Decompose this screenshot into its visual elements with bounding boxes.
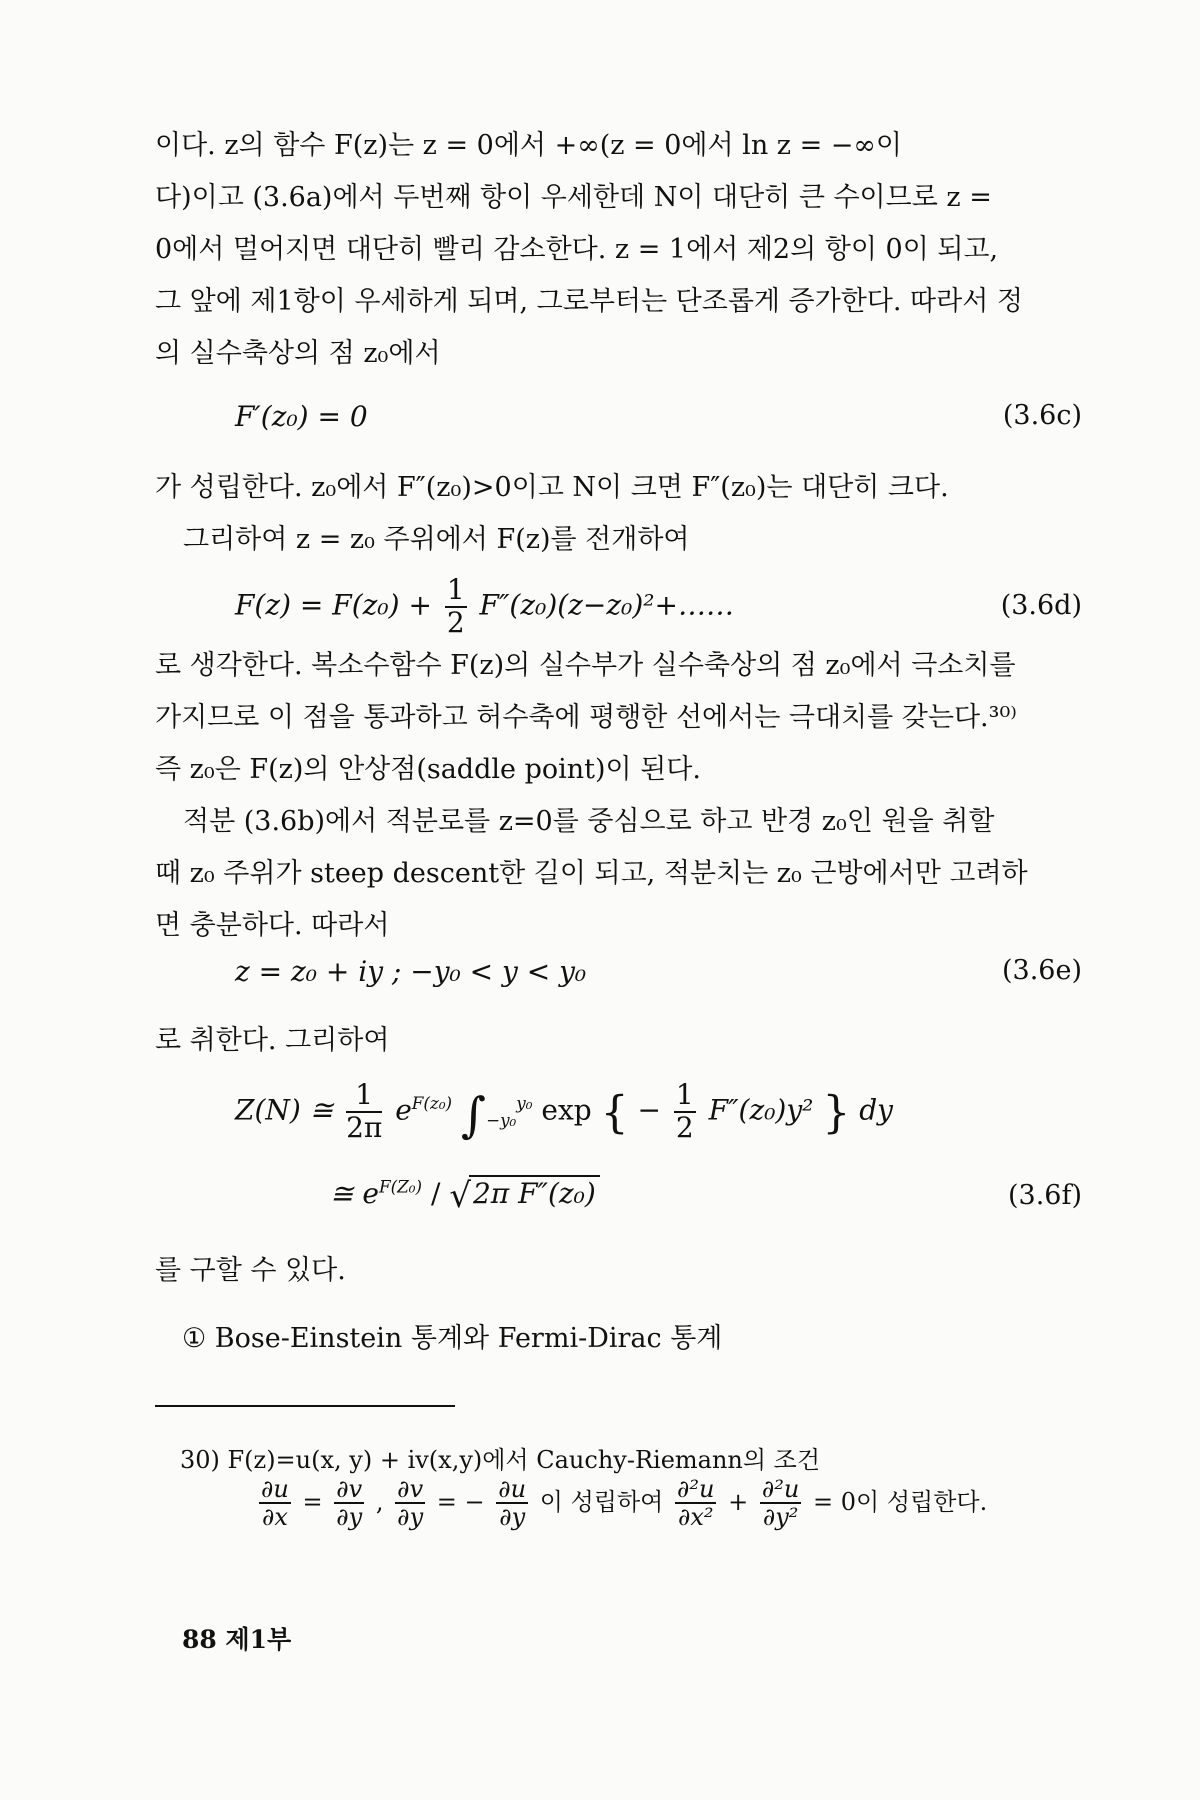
fraction-denominator: 2π bbox=[346, 1110, 383, 1144]
footnote-divider bbox=[155, 1405, 455, 1407]
fraction-denominator: ∂x² bbox=[677, 1503, 714, 1532]
minus-sign: − bbox=[637, 1093, 661, 1127]
fraction-numerator: ∂²u bbox=[676, 1475, 715, 1503]
fraction bbox=[760, 1476, 802, 1531]
fraction-denominator: ∂y bbox=[499, 1503, 526, 1532]
text-line: 0에서 멀어지면 대단히 빨리 감소한다. z = 1에서 제2의 항이 0이 되고, bbox=[155, 234, 999, 265]
equation-body: F′(z₀) = 0 bbox=[235, 400, 368, 433]
differential: dy bbox=[859, 1093, 893, 1127]
fraction-numerator: ∂²u bbox=[761, 1475, 800, 1503]
fraction bbox=[346, 1080, 382, 1144]
fraction-numerator: ∂u bbox=[261, 1475, 289, 1503]
text-line: 면 충분하다. 따라서 bbox=[155, 910, 390, 941]
text-line: 로 생각한다. 복소수함수 F(z)의 실수부가 실수축상의 점 z₀에서 극소치를 bbox=[155, 650, 1016, 681]
fraction-numerator: ∂v bbox=[397, 1475, 424, 1503]
paragraph-1 bbox=[155, 120, 1085, 380]
text-line: 로 취한다. 그리하여 bbox=[155, 1025, 390, 1056]
text-line: 즉 z₀은 F(z)의 안상점(saddle point)이 된다. bbox=[155, 754, 701, 785]
text-line: 다)이고 (3.6a)에서 두번째 항이 우세한데 N이 대단히 큰 수이므로 z = bbox=[155, 182, 992, 213]
equation-lhs: F(z) = F(z₀) + bbox=[235, 588, 432, 622]
fraction-numerator: ∂v bbox=[336, 1475, 363, 1503]
equation-3-6c bbox=[235, 400, 368, 433]
fraction bbox=[445, 575, 467, 639]
sqrt-sign: √ bbox=[449, 1176, 471, 1216]
integral-sign: ∫ bbox=[461, 1087, 487, 1144]
equation-label-3-6d: (3.6d) bbox=[1000, 590, 1082, 621]
equation-3-6f-line2 bbox=[330, 1175, 600, 1216]
text-line: 의 실수축상의 점 z₀에서 bbox=[155, 338, 441, 369]
text-line: 적분 (3.6b)에서 적분로를 z=0를 중심으로 하고 반경 z₀인 원을 취할 bbox=[183, 806, 995, 837]
equation-lhs: ≅ e bbox=[330, 1177, 379, 1210]
paragraph-4 bbox=[155, 1015, 1085, 1067]
fraction-numerator: 1 bbox=[675, 1078, 694, 1111]
fraction bbox=[674, 1080, 696, 1144]
equation-body: z = z₀ + iy ; −y₀ < y < y₀ bbox=[235, 955, 587, 988]
text-line: 가 성립한다. z₀에서 F″(z₀)>0이고 N이 크면 F″(z₀)는 대단히 크다. bbox=[155, 472, 949, 503]
left-brace: { bbox=[600, 1087, 629, 1139]
equation-3-6f-line1 bbox=[235, 1080, 893, 1144]
fraction-denominator: 2 bbox=[446, 605, 465, 639]
fraction-denominator: ∂y bbox=[397, 1503, 424, 1532]
footnote-line-1: 30) F(z)=u(x, y) + iv(x,y)에서 Cauchy-Riemann의 조건 bbox=[180, 1446, 821, 1474]
integral-lower-limit: −y₀ bbox=[486, 1109, 517, 1130]
section-item bbox=[182, 1313, 1112, 1365]
comma: , bbox=[375, 1487, 384, 1516]
footnote-text: 이 성립하여 bbox=[539, 1487, 664, 1516]
fraction bbox=[259, 1476, 291, 1531]
exp-superscript: F(Z₀) bbox=[378, 1176, 423, 1197]
paragraph-3 bbox=[155, 640, 1085, 952]
equals-sign: = bbox=[302, 1487, 323, 1516]
equation-label-3-6c: (3.6c) bbox=[1002, 400, 1082, 431]
exp-superscript: F(z₀) bbox=[411, 1092, 453, 1113]
text-line: 때 z₀ 주위가 steep descent한 길이 되고, 적분치는 z₀ 근방에서만 고려하 bbox=[155, 858, 1028, 889]
fraction bbox=[395, 1476, 425, 1531]
fraction-denominator: ∂x bbox=[261, 1503, 288, 1532]
paragraph-2 bbox=[155, 462, 1085, 566]
fraction-denominator: ∂y² bbox=[762, 1503, 799, 1532]
equation-label-3-6f: (3.6f) bbox=[1008, 1180, 1082, 1211]
footnote-equation bbox=[255, 1476, 987, 1531]
equation-3-6d bbox=[235, 575, 734, 639]
text-line: 그리하여 z = z₀ 주위에서 F(z)를 전개하여 bbox=[183, 524, 690, 555]
exp-base: e bbox=[395, 1093, 412, 1127]
text-line: ① Bose-Einstein 통계와 Fermi-Dirac 통계 bbox=[182, 1323, 723, 1354]
paragraph-5 bbox=[155, 1245, 1085, 1297]
sqrt-radicand: 2π F″(z₀) bbox=[469, 1175, 600, 1210]
fraction bbox=[496, 1476, 528, 1531]
integral-upper-limit: y₀ bbox=[516, 1092, 533, 1113]
page-footer: 88 제1부 bbox=[182, 1625, 292, 1654]
equation-label-3-6e: (3.6e) bbox=[1002, 955, 1082, 986]
fraction-numerator: 1 bbox=[346, 1080, 382, 1113]
fraction bbox=[675, 1476, 717, 1531]
equation-rhs: F″(z₀)y² bbox=[708, 1093, 814, 1127]
fraction-denominator: ∂y bbox=[336, 1503, 363, 1532]
fraction-denominator: 2 bbox=[675, 1110, 694, 1144]
equation-rhs: F″(z₀)(z−z₀)²+…… bbox=[479, 588, 734, 622]
equals-minus: = − bbox=[436, 1487, 485, 1516]
footnote-text: = 0이 성립한다. bbox=[813, 1487, 988, 1516]
right-brace: } bbox=[822, 1087, 851, 1139]
text-line: 그 앞에 제1항이 우세하게 되며, 그로부터는 단조롭게 증가한다. 따라서 정 bbox=[155, 286, 1023, 317]
exp-function: exp bbox=[541, 1093, 592, 1127]
text-line: 이다. z의 함수 F(z)는 z = 0에서 +∞(z = 0에서 ln z = −∞이 bbox=[155, 130, 902, 161]
fraction-numerator: 1 bbox=[446, 573, 465, 606]
division-slash: / bbox=[430, 1177, 441, 1210]
text-line: 를 구할 수 있다. bbox=[155, 1255, 346, 1286]
fraction-numerator: ∂u bbox=[498, 1475, 527, 1503]
fraction bbox=[334, 1476, 364, 1531]
text-line: 가지므로 이 점을 통과하고 허수축에 평행한 선에서는 극대치를 갖는다.³⁰⁾ bbox=[155, 702, 1017, 733]
plus-sign: + bbox=[728, 1487, 749, 1516]
equation-lhs: Z(N) ≅ bbox=[235, 1093, 334, 1127]
equation-3-6e bbox=[235, 955, 586, 988]
